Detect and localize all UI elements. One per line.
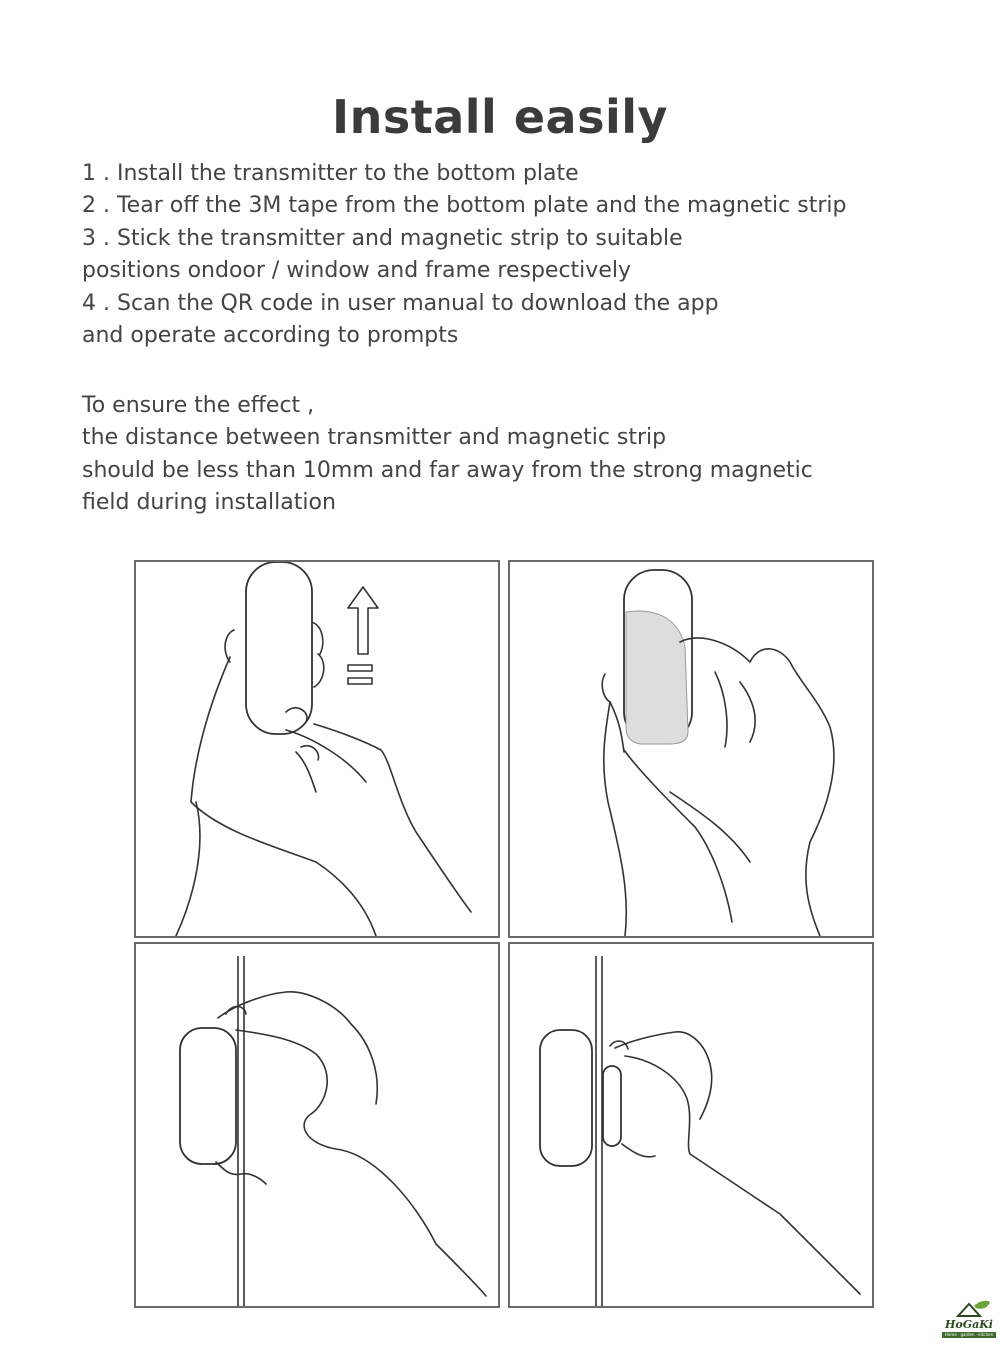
note-line: To ensure the effect , [82, 393, 315, 418]
brand-tagline: Home · garden · kitchen [942, 1332, 996, 1338]
step-line: and operate according to prompts [82, 323, 459, 349]
step-line: 2 . Tear off the 3M tape from the bottom plate and the magnetic strip [82, 193, 847, 219]
note-line: the distance between transmitter and magnetic strip [82, 425, 667, 451]
step-line: 3 . Stick the transmitter and magnetic strip to suitable [82, 225, 683, 251]
hand-peeling-tape-icon [510, 562, 872, 936]
step-line: positions ondoor / window and frame respectively [82, 258, 631, 284]
house-leaf-icon [940, 1298, 998, 1320]
step-line: 1 . Install the transmitter to the bottom plate [82, 161, 579, 186]
hand-pressing-transmitter-icon [136, 944, 498, 1306]
hand-pressing-magnet-icon [510, 944, 872, 1306]
installation-note [82, 390, 982, 520]
step-install-bottom-plate-panel [134, 560, 500, 938]
hand-holding-device-arrow-up-icon [136, 562, 498, 936]
note-line: should be less than 10mm and far away from the strong magnetic [82, 457, 813, 483]
instruction-steps [82, 158, 982, 352]
brand-logo [940, 1298, 998, 1338]
step-stick-magnetic-strip-panel [508, 942, 874, 1308]
step-stick-transmitter-panel [134, 942, 500, 1308]
step-peel-tape-panel [508, 560, 874, 938]
page-title: Install easily [332, 90, 668, 144]
brand-name: HoGaKi [945, 1318, 993, 1331]
step-line: 4 . Scan the QR code in user manual to download the app [82, 290, 719, 316]
note-line: field during installation [82, 490, 336, 516]
